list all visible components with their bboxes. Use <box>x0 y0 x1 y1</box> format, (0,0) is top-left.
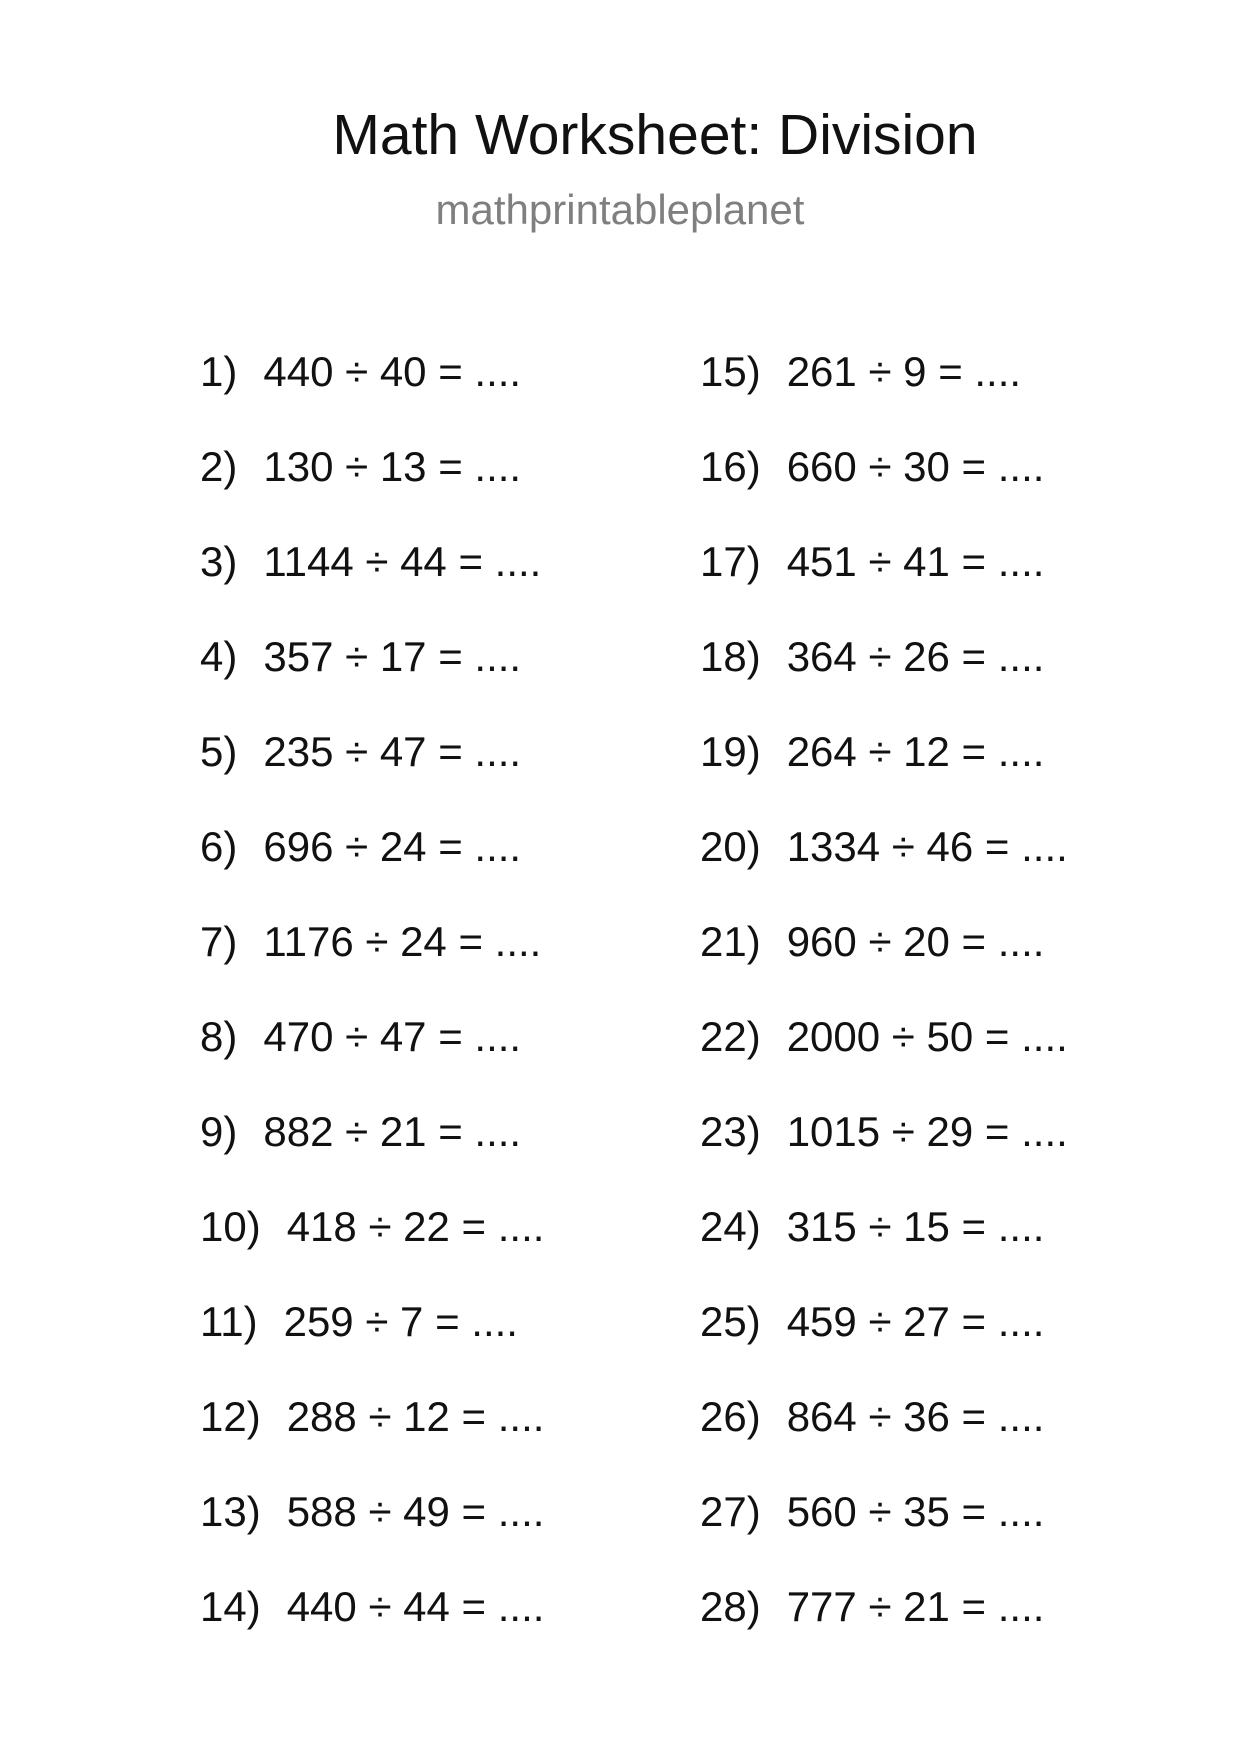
problem-expression: 451 ÷ 41 = .... <box>786 538 1045 585</box>
problem-number: 3) <box>200 538 238 585</box>
problem-item <box>700 1102 1068 1197</box>
problem-expression: 696 ÷ 24 = .... <box>263 823 522 870</box>
problem-expression: 1015 ÷ 29 = .... <box>786 1108 1068 1155</box>
problem-expression: 364 ÷ 26 = .... <box>786 633 1045 680</box>
page-subtitle: mathprintableplanet <box>435 186 805 233</box>
problem-item <box>700 1482 1068 1577</box>
problem-number: 19) <box>700 728 761 775</box>
problem-number: 23) <box>700 1108 761 1155</box>
problem-item <box>700 342 1068 437</box>
problem-number: 26) <box>700 1393 761 1440</box>
problem-item <box>700 1577 1068 1672</box>
problem-item <box>200 532 544 627</box>
problem-item <box>200 627 544 722</box>
problem-expression: 357 ÷ 17 = .... <box>263 633 522 680</box>
page-title: Math Worksheet: Division <box>332 103 978 167</box>
problem-number: 10) <box>200 1203 261 1250</box>
problem-expression: 470 ÷ 47 = .... <box>263 1013 522 1060</box>
problem-number: 18) <box>700 633 761 680</box>
problem-number: 15) <box>700 348 761 395</box>
problem-number: 25) <box>700 1298 761 1345</box>
problem-item <box>200 722 544 817</box>
problem-item <box>700 1387 1068 1482</box>
problem-expression: 1176 ÷ 24 = .... <box>263 918 542 965</box>
problem-expression: 2000 ÷ 50 = .... <box>786 1013 1068 1060</box>
problem-expression: 288 ÷ 12 = .... <box>286 1393 545 1440</box>
problem-number: 2) <box>200 443 238 490</box>
problem-list-right <box>700 342 1068 1672</box>
problem-number: 28) <box>700 1583 761 1630</box>
problem-item <box>700 627 1068 722</box>
problem-expression: 588 ÷ 49 = .... <box>286 1488 545 1535</box>
problem-expression: 418 ÷ 22 = .... <box>286 1203 545 1250</box>
problem-number: 22) <box>700 1013 761 1060</box>
problem-list-left <box>200 342 544 1672</box>
problem-number: 6) <box>200 823 238 870</box>
problem-expression: 864 ÷ 36 = .... <box>786 1393 1045 1440</box>
problem-item <box>700 532 1068 627</box>
problem-expression: 315 ÷ 15 = .... <box>786 1203 1045 1250</box>
problem-expression: 440 ÷ 40 = .... <box>263 348 522 395</box>
problem-item <box>200 1482 544 1577</box>
problem-expression: 660 ÷ 30 = .... <box>786 443 1045 490</box>
problem-expression: 1334 ÷ 46 = .... <box>786 823 1068 870</box>
problem-number: 27) <box>700 1488 761 1535</box>
problem-item <box>700 437 1068 532</box>
problem-expression: 560 ÷ 35 = .... <box>786 1488 1045 1535</box>
problem-number: 13) <box>200 1488 261 1535</box>
problem-expression: 960 ÷ 20 = .... <box>786 918 1045 965</box>
problem-number: 17) <box>700 538 761 585</box>
problem-item <box>700 722 1068 817</box>
problem-number: 20) <box>700 823 761 870</box>
problem-item <box>200 1387 544 1482</box>
problem-expression: 777 ÷ 21 = .... <box>786 1583 1045 1630</box>
problem-number: 21) <box>700 918 761 965</box>
problem-item <box>200 1197 544 1292</box>
problem-item <box>200 342 544 437</box>
problem-item <box>200 912 544 1007</box>
problem-number: 16) <box>700 443 761 490</box>
problem-item <box>200 437 544 532</box>
problem-item <box>200 1292 544 1387</box>
problem-expression: 130 ÷ 13 = .... <box>263 443 522 490</box>
problem-expression: 1144 ÷ 44 = .... <box>263 538 542 585</box>
problem-item <box>700 1292 1068 1387</box>
problem-number: 11) <box>200 1298 258 1345</box>
problem-expression: 459 ÷ 27 = .... <box>786 1298 1045 1345</box>
problem-item <box>700 912 1068 1007</box>
problem-number: 8) <box>200 1013 238 1060</box>
problem-number: 24) <box>700 1203 761 1250</box>
problem-number: 12) <box>200 1393 261 1440</box>
problem-number: 5) <box>200 728 238 775</box>
problem-number: 4) <box>200 633 238 680</box>
problem-number: 7) <box>200 918 238 965</box>
problem-number: 9) <box>200 1108 238 1155</box>
problem-number: 1) <box>200 348 238 395</box>
problem-expression: 264 ÷ 12 = .... <box>786 728 1045 775</box>
problem-item <box>700 1197 1068 1292</box>
problem-number: 14) <box>200 1583 261 1630</box>
problem-expression: 261 ÷ 9 = .... <box>786 348 1022 395</box>
problem-item <box>200 1102 544 1197</box>
problem-item <box>200 1007 544 1102</box>
problem-expression: 259 ÷ 7 = .... <box>283 1298 518 1345</box>
problem-expression: 882 ÷ 21 = .... <box>263 1108 522 1155</box>
problem-item <box>700 817 1068 912</box>
problem-expression: 440 ÷ 44 = .... <box>286 1583 545 1630</box>
problem-item <box>700 1007 1068 1102</box>
problem-item <box>200 817 544 912</box>
problem-item <box>200 1577 544 1672</box>
problem-expression: 235 ÷ 47 = .... <box>263 728 522 775</box>
